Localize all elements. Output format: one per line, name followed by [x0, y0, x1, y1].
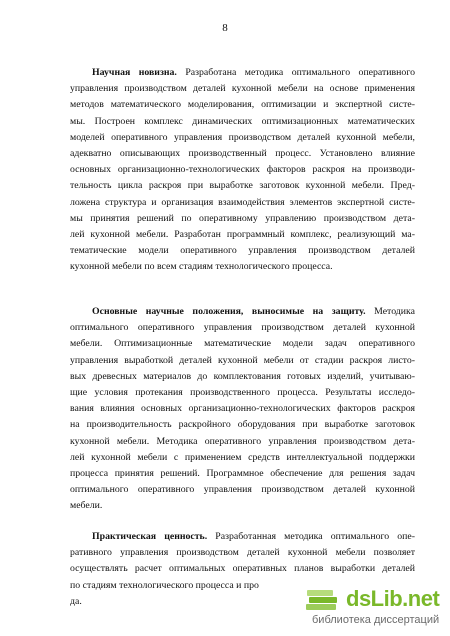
paragraph-body: Основные научные положения, выносимые на защиту. Методика оптимального оперативного управления производством деталей кухонной мебели. Оптимизационные математические модели задач оперативного управления выработкой деталей кухонной мебели от стадии раскроя листо- вых древесных материалов до комплектования готовых изделий, учитываю- щие условия протекания производственного процесса. Результаты исследо- вания влияния основных организационно-технологических факторов раскроя на производительность раскройного оборудования при выработке заготовок кухонной мебели. Методика оперативного управления производством дета- лей кухонной мебели с применением средств интеллектуальной поддержки процесса принятия решений. Программное обеспечение для решения задач оптимального оперативного управления производством деталей кухонной мебели. [70, 306, 415, 512]
paragraph-heading: Основные научные положения, выносимые на защиту. [92, 306, 366, 317]
book-stack-icon [304, 588, 342, 616]
paragraph-defended-provisions [70, 304, 415, 515]
watermark[interactable] [276, 584, 450, 636]
paragraph-body: Практическая ценность. Разработанная методика оптимального опе- ративного управления производством деталей кухонной мебели позволяет осуществлять расчет оптимальных оперативных планов выработки деталей по стадиям технологического процесса и про да. [70, 531, 415, 607]
watermark-tagline: библиотека диссертаций [312, 614, 440, 626]
paragraph-scientific-novelty [70, 65, 415, 276]
paragraph-body: Научная новизна. Разработана методика оптимального оперативного управления производством деталей кухонной мебели на основе применения методов математического моделирования, оптимизации и экспертной систе- мы. Построен комплекс динамических оптимизационных математических моделей оперативного управления производством деталей кухонной мебели, адекватно описывающих производственный процесс. Установлено влияние основных организационно-технологических факторов раскроя на производи- тельность цикла раскроя при выработке заготовок кухонной мебели. Пред- ложена структура и организация взаимодействия элементов экспертной систе- мы принятия решений по оперативному управлению производством дета- лей кухонной мебели. Разработан программный комплекс, реализующий ма- тематические модели оперативного управления производством деталей кухонной мебели по всем стадиям технологического процесса. [70, 67, 415, 273]
paragraph-heading: Научная новизна. [92, 67, 177, 78]
watermark-logo: dsLib.net [346, 586, 440, 611]
paragraph-heading: Практическая ценность. [92, 531, 208, 542]
page-number: 8 [222, 22, 228, 34]
